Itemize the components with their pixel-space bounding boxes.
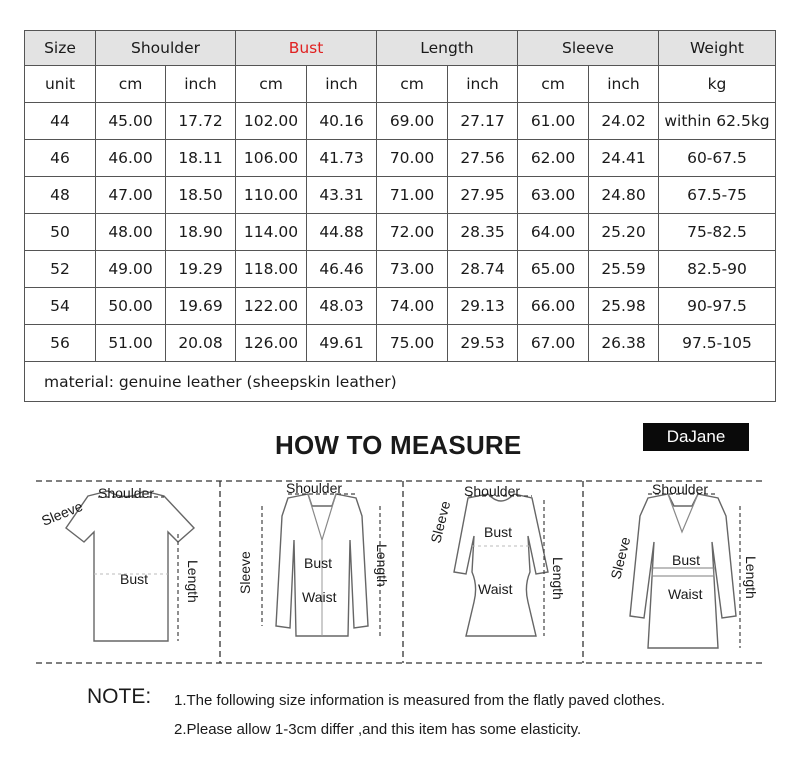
table-cell: 49.61 xyxy=(307,325,377,362)
coat-waist-label: Waist xyxy=(668,586,703,602)
table-cell: 48.03 xyxy=(307,288,377,325)
table-cell: 40.16 xyxy=(307,103,377,140)
table-cell: 24.80 xyxy=(589,177,659,214)
table-cell: 46.46 xyxy=(307,251,377,288)
table-cell: 106.00 xyxy=(236,140,307,177)
table-cell: 69.00 xyxy=(377,103,448,140)
table-cell: 48.00 xyxy=(96,214,166,251)
table-cell: 19.69 xyxy=(166,288,236,325)
note-heading: NOTE: xyxy=(87,685,152,708)
dress-icon xyxy=(454,494,548,636)
header-length: Length xyxy=(377,31,518,66)
unit-cell: cm xyxy=(518,66,589,103)
table-cell: 72.00 xyxy=(377,214,448,251)
table-row xyxy=(25,140,776,177)
table-cell: 54 xyxy=(25,288,96,325)
blazer-length-label: Length xyxy=(374,544,390,587)
blazer-bust-label: Bust xyxy=(304,555,333,571)
tshirt-shoulder-label: Shoulder xyxy=(98,485,155,501)
measure-diagrams xyxy=(36,476,766,666)
table-cell: 44 xyxy=(25,103,96,140)
table-cell: 18.50 xyxy=(166,177,236,214)
table-cell: 97.5-105 xyxy=(659,325,776,362)
table-cell: 49.00 xyxy=(96,251,166,288)
table-cell: 24.41 xyxy=(589,140,659,177)
unit-cell: unit xyxy=(25,66,96,103)
table-cell: 26.38 xyxy=(589,325,659,362)
unit-cell: inch xyxy=(307,66,377,103)
header-row xyxy=(25,31,776,66)
table-cell: 66.00 xyxy=(518,288,589,325)
table-row xyxy=(25,103,776,140)
tshirt-sleeve-label: Sleeve xyxy=(39,497,85,529)
table-cell: 64.00 xyxy=(518,214,589,251)
unit-row xyxy=(25,66,776,103)
table-cell: 67.5-75 xyxy=(659,177,776,214)
note-item-2: 2.Please allow 1-3cm differ ,and this item has some elasticity. xyxy=(174,721,582,738)
table-cell: 28.74 xyxy=(448,251,518,288)
coat-bust-label: Bust xyxy=(672,552,701,568)
dress-bust-label: Bust xyxy=(484,524,513,540)
table-row xyxy=(25,214,776,251)
table-cell: 73.00 xyxy=(377,251,448,288)
how-to-measure-title: HOW TO MEASURE xyxy=(275,430,522,460)
material-row xyxy=(25,362,776,402)
size-chart-table xyxy=(24,30,776,402)
table-cell: 27.56 xyxy=(448,140,518,177)
table-cell: 41.73 xyxy=(307,140,377,177)
brand-badge: DaJane xyxy=(643,423,749,451)
table-cell: 29.53 xyxy=(448,325,518,362)
tshirt-length-label: Length xyxy=(185,560,201,603)
unit-cell: cm xyxy=(96,66,166,103)
table-row xyxy=(25,177,776,214)
table-cell: 19.29 xyxy=(166,251,236,288)
table-cell: 60-67.5 xyxy=(659,140,776,177)
coat-icon xyxy=(630,494,736,648)
blazer-waist-label: Waist xyxy=(302,589,337,605)
table-cell: 51.00 xyxy=(96,325,166,362)
table-cell: 46.00 xyxy=(96,140,166,177)
table-cell: 47.00 xyxy=(96,177,166,214)
unit-cell: cm xyxy=(377,66,448,103)
table-cell: 24.02 xyxy=(589,103,659,140)
coat-shoulder-label: Shoulder xyxy=(652,481,709,497)
table-cell: 28.35 xyxy=(448,214,518,251)
coat-sleeve-label: Sleeve xyxy=(607,535,634,581)
table-cell: 29.13 xyxy=(448,288,518,325)
table-cell: 18.11 xyxy=(166,140,236,177)
table-cell: 65.00 xyxy=(518,251,589,288)
table-cell: 17.72 xyxy=(166,103,236,140)
unit-cell: inch xyxy=(166,66,236,103)
table-cell: 67.00 xyxy=(518,325,589,362)
table-cell: within 62.5kg xyxy=(659,103,776,140)
table-cell: 90-97.5 xyxy=(659,288,776,325)
unit-cell: cm xyxy=(236,66,307,103)
unit-cell: inch xyxy=(448,66,518,103)
table-cell: 18.90 xyxy=(166,214,236,251)
unit-cell: kg xyxy=(659,66,776,103)
table-cell: 25.20 xyxy=(589,214,659,251)
table-cell: 110.00 xyxy=(236,177,307,214)
table-cell: 27.17 xyxy=(448,103,518,140)
table-cell: 20.08 xyxy=(166,325,236,362)
header-bust: Bust xyxy=(236,31,377,66)
tshirt-bust-label: Bust xyxy=(120,571,149,587)
header-shoulder: Shoulder xyxy=(96,31,236,66)
blazer-shoulder-label: Shoulder xyxy=(286,480,343,496)
note-item-1: 1.The following size information is measured from the flatly paved clothes. xyxy=(174,692,666,709)
table-cell: 43.31 xyxy=(307,177,377,214)
table-cell: 25.59 xyxy=(589,251,659,288)
table-cell: 75.00 xyxy=(377,325,448,362)
table-cell: 50.00 xyxy=(96,288,166,325)
table-cell: 75-82.5 xyxy=(659,214,776,251)
table-cell: 46 xyxy=(25,140,96,177)
dress-sleeve-label: Sleeve xyxy=(427,499,454,545)
blazer-sleeve-label: Sleeve xyxy=(237,551,253,594)
table-cell: 102.00 xyxy=(236,103,307,140)
table-cell: 61.00 xyxy=(518,103,589,140)
table-cell: 122.00 xyxy=(236,288,307,325)
table-cell: 82.5-90 xyxy=(659,251,776,288)
dress-waist-label: Waist xyxy=(478,581,513,597)
table-cell: 50 xyxy=(25,214,96,251)
table-cell: 48 xyxy=(25,177,96,214)
header-size: Size xyxy=(25,31,96,66)
table-cell: 74.00 xyxy=(377,288,448,325)
tshirt-icon xyxy=(66,491,194,641)
table-cell: 118.00 xyxy=(236,251,307,288)
table-cell: 44.88 xyxy=(307,214,377,251)
table-cell: 70.00 xyxy=(377,140,448,177)
table-row xyxy=(25,288,776,325)
table-cell: 25.98 xyxy=(589,288,659,325)
table-cell: 52 xyxy=(25,251,96,288)
coat-length-label: Length xyxy=(743,556,759,599)
unit-cell: inch xyxy=(589,66,659,103)
table-cell: 126.00 xyxy=(236,325,307,362)
header-sleeve: Sleeve xyxy=(518,31,659,66)
table-cell: 27.95 xyxy=(448,177,518,214)
table-cell: 45.00 xyxy=(96,103,166,140)
table-cell: 71.00 xyxy=(377,177,448,214)
table-cell: 56 xyxy=(25,325,96,362)
table-cell: 63.00 xyxy=(518,177,589,214)
table-cell: 62.00 xyxy=(518,140,589,177)
table-cell: 114.00 xyxy=(236,214,307,251)
dress-length-label: Length xyxy=(550,557,566,600)
material-note: material: genuine leather (sheepskin leather) xyxy=(25,362,776,402)
table-row xyxy=(25,325,776,362)
dress-shoulder-label: Shoulder xyxy=(464,483,521,499)
header-weight: Weight xyxy=(659,31,776,66)
table-row xyxy=(25,251,776,288)
